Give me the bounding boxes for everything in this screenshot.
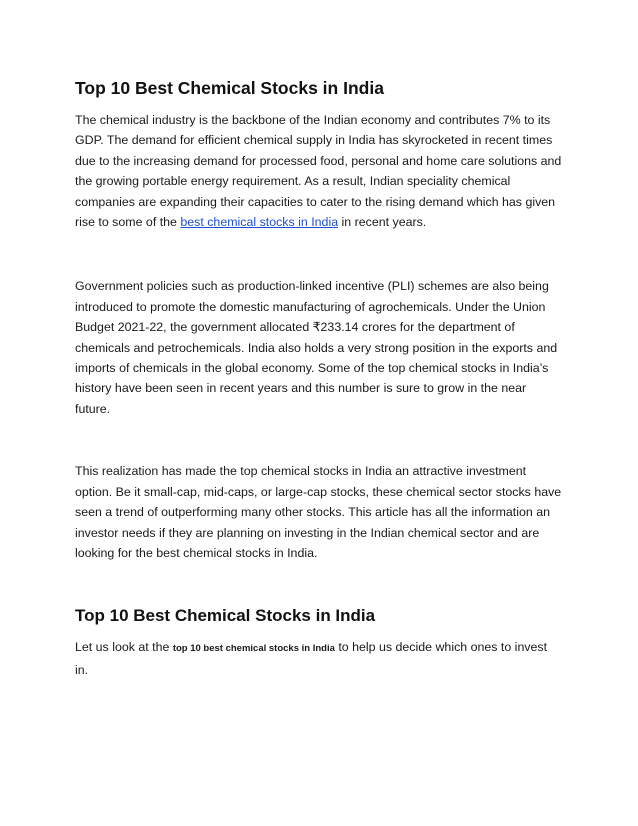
intro-text-end: in recent years. (338, 215, 427, 230)
page-title: Top 10 Best Chemical Stocks in India (75, 78, 384, 98)
list-intro-text-end: to help us decide which ones to invest in. (75, 640, 548, 677)
section-heading: Top 10 Best Chemical Stocks in India (75, 606, 376, 626)
list-intro-paragraph (75, 637, 563, 680)
best-chemical-stocks-link[interactable]: best chemical stocks in India (180, 215, 339, 230)
intro-paragraph (75, 110, 563, 232)
list-intro-text: Let us look at the (75, 640, 173, 655)
list-intro-bold: top 10 best chemical stocks in India (172, 643, 335, 655)
policy-paragraph: Government policies such as production-linked incentive (PLI) schemes are also being introduced to promote the domestic manufacturing of agrochemicals. Under the Union Budget 2021-22, the government allocated ₹233.14 crores for the department of chemicals and petrochemicals. India also holds a very strong position in the exports and imports of chemicals in the global economy. Some of the top chemical stocks in India’s history have been seen in recent years and this number is sure to grow in the near future. (75, 279, 558, 416)
intro-text: The chemical industry is the backbone of the Indian economy and contributes 7% to its GDP. The demand for efficient chemical supply in India has skyrocketed in recent times due to the increasing demand for processed food, personal and home care solutions and the growing portable energy requirement. As a result, Indian speciality chemical companies are expanding their capacities to cater to the rising demand which has given rise to some of the (75, 113, 562, 230)
investment-paragraph: This realization has made the top chemical stocks in India an attractive investment option. Be it small-cap, mid-caps, or large-cap stocks, these chemical sector stocks have seen a trend of outperforming many other stocks. This article has all the information an investor needs if they are planning on investing in the Indian chemical sector and are looking for the best chemical stocks in India. (75, 464, 562, 560)
document-content (75, 76, 563, 680)
